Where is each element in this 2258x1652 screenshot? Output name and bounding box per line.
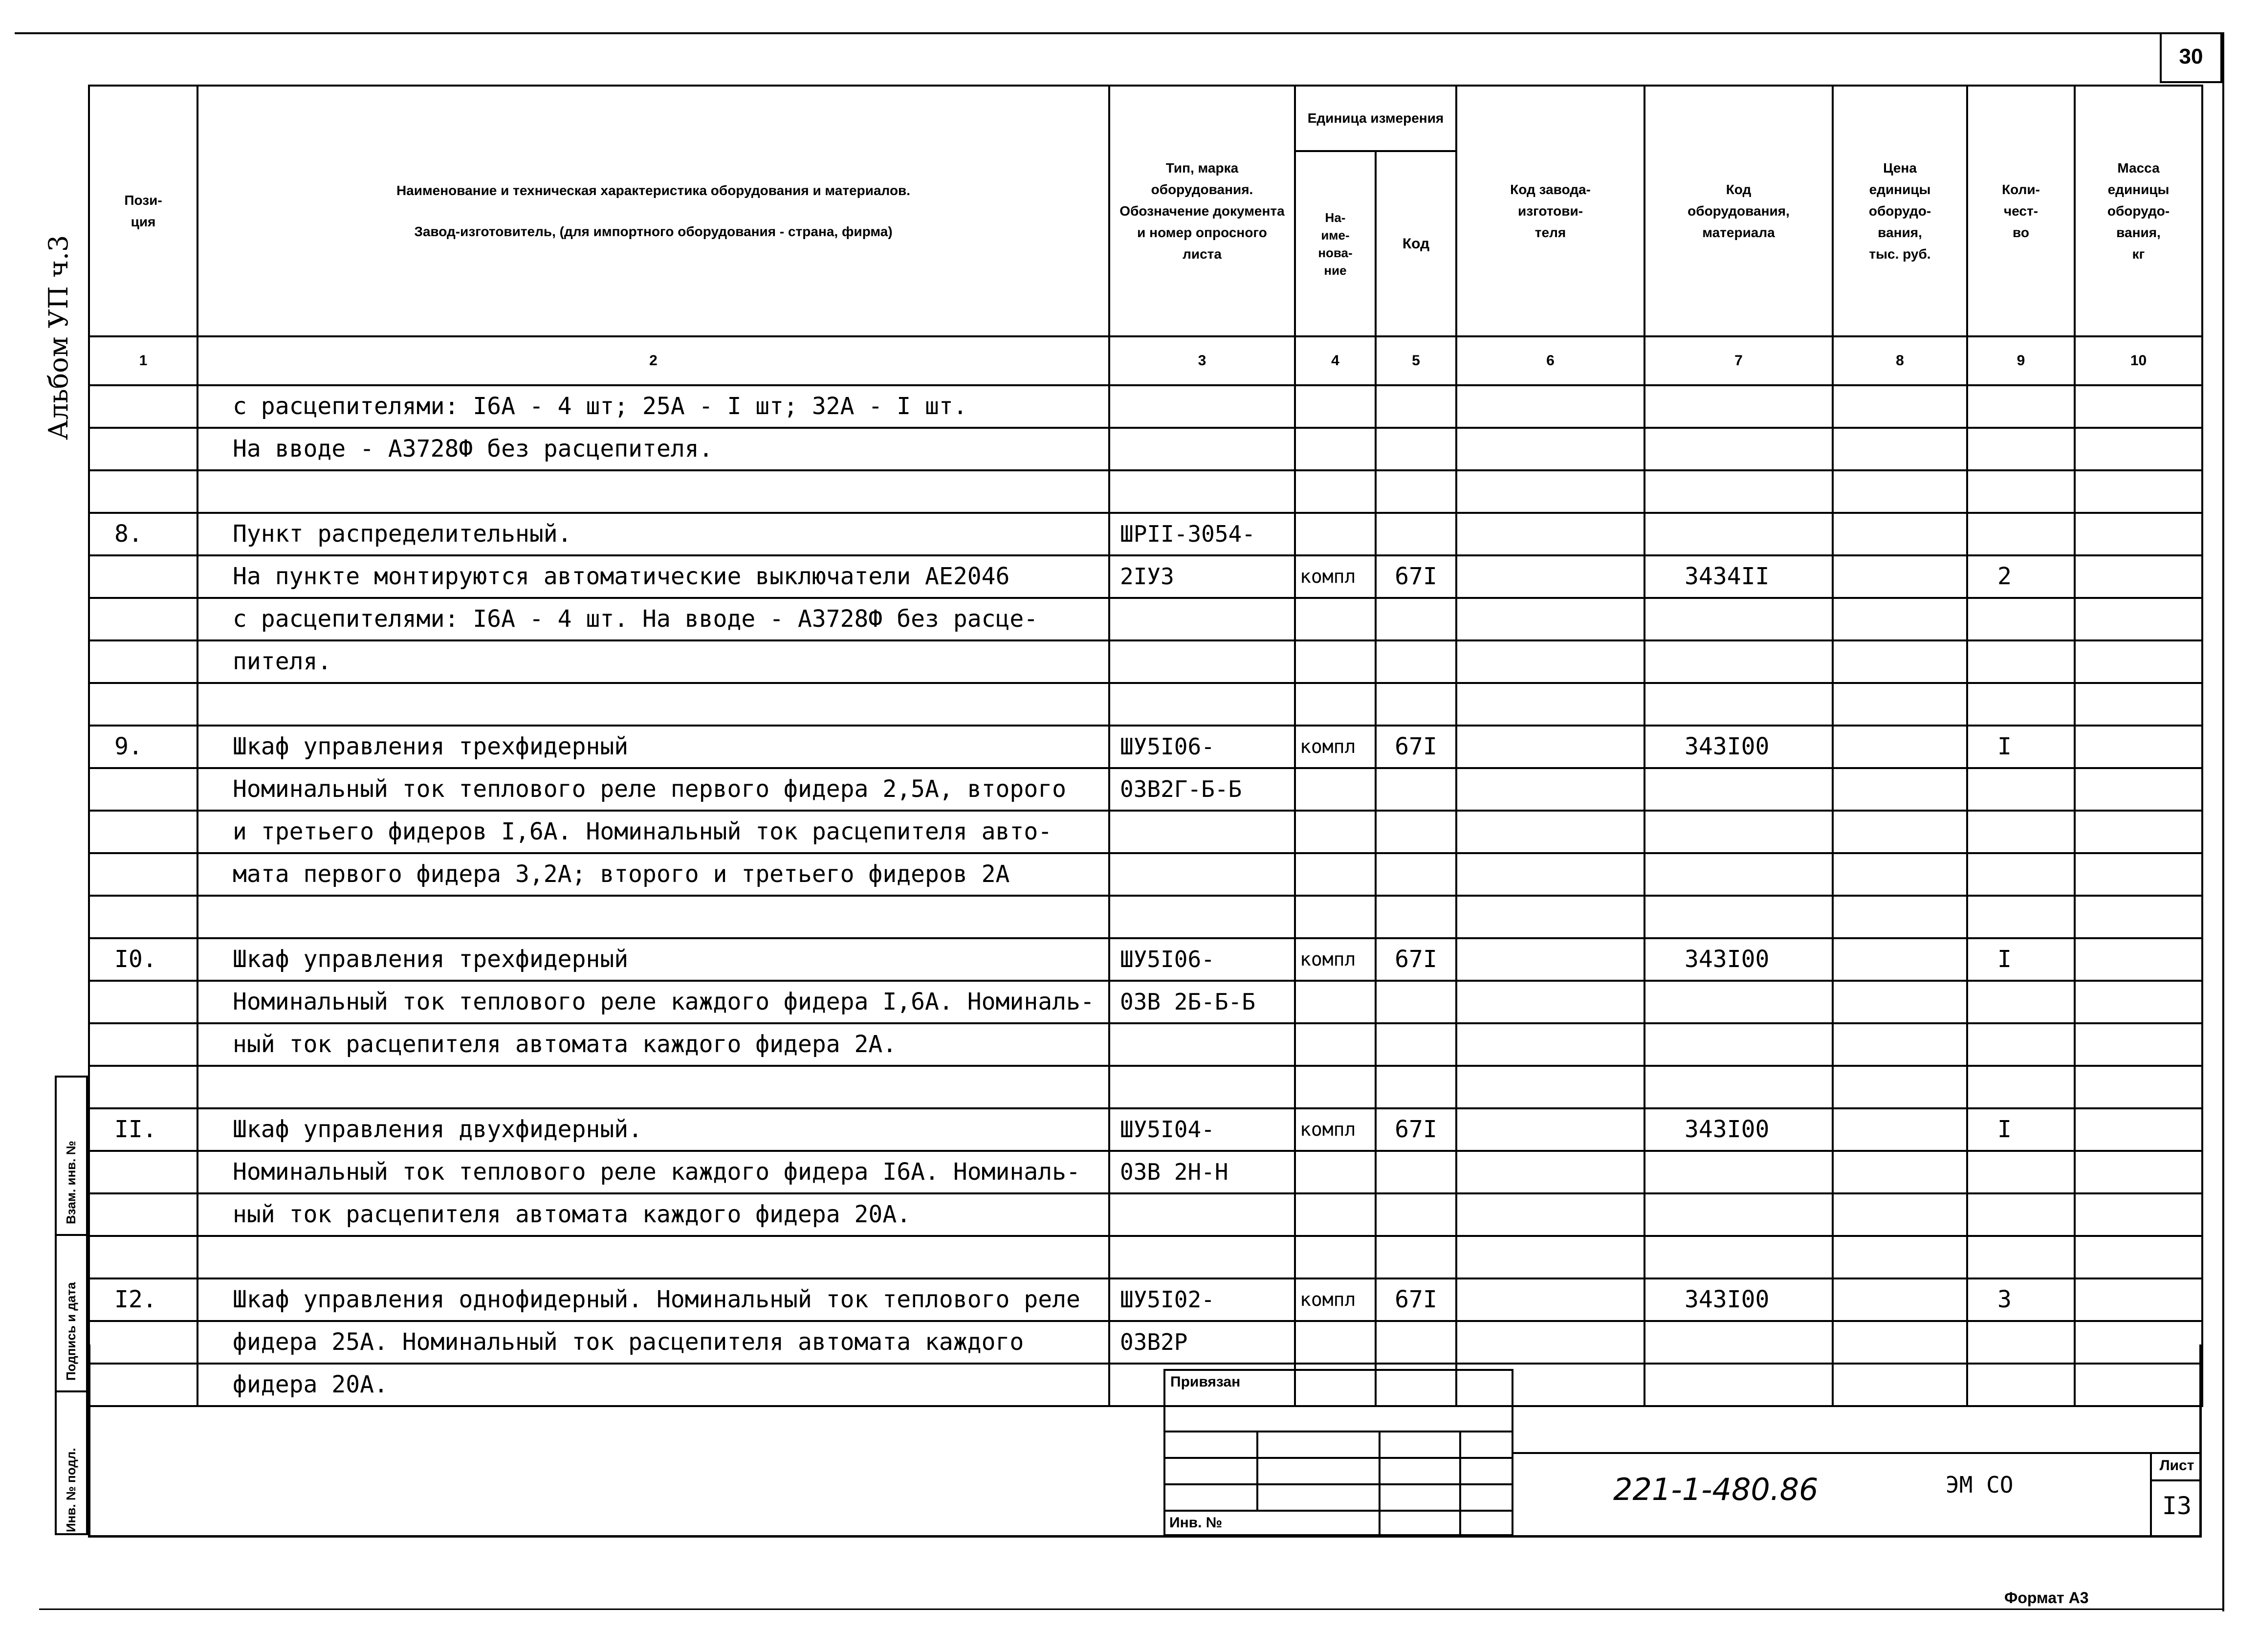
table-cell-col4 [1295,385,1376,428]
table-cell-col2: Номинальный ток теплового реле первого фидера 2,5А, второго [197,768,1109,811]
table-cell-col2: ный ток расцепителя автомата каждого фидера 20А. [197,1193,1109,1236]
table-row [89,1321,2202,1364]
table-cell-col4 [1295,640,1376,683]
table-cell-col1 [89,1364,197,1406]
table-cell-col8 [1833,1278,1967,1321]
table-row [89,1151,2202,1193]
table-cell-col1: 9. [89,726,197,768]
right-rule [2222,32,2224,1611]
column-number-row: 1 2 3 4 5 6 7 8 9 10 [89,336,2202,385]
table-row [89,726,2202,768]
table-cell-col4 [1295,598,1376,640]
table-row [89,513,2202,555]
table-cell-col7 [1644,385,1833,428]
table-cell-col5 [1376,428,1456,470]
table-row [89,598,2202,640]
table-cell-col2 [197,1066,1109,1108]
table-cell-col7 [1644,598,1833,640]
table-cell-col6 [1456,385,1644,428]
table-cell-col9 [1967,1321,2075,1364]
table-cell-col10 [2075,1108,2202,1151]
table-cell-col7 [1644,640,1833,683]
table-cell-col8 [1833,385,1967,428]
table-cell-col3: 03В2Р [1109,1321,1295,1364]
table-cell-col5: 67I [1376,555,1456,598]
table-cell-col10 [2075,896,2202,938]
stamp-label-podpis: Подпись и дата [64,1282,78,1381]
table-cell-col6 [1456,683,1644,726]
table-cell-col2: Шкаф управления трехфидерный [197,726,1109,768]
table-cell-col8 [1833,726,1967,768]
table-cell-col6 [1456,555,1644,598]
page-number: 30 [2179,44,2203,68]
table-cell-col1: I2. [89,1278,197,1321]
table-cell-col8 [1833,470,1967,513]
table-cell-col5 [1376,981,1456,1023]
table-cell-col4 [1295,811,1376,853]
table-cell-col1 [89,598,197,640]
album-label: Альбом УП ч.3 [43,235,74,440]
table-cell-col10 [2075,1236,2202,1278]
table-cell-col10 [2075,640,2202,683]
table-cell-col9: I [1967,938,2075,981]
table-cell-col9 [1967,640,2075,683]
table-row [89,555,2202,598]
table-cell-col10 [2075,1364,2202,1406]
table-cell-col3: ШУ5I04- [1109,1108,1295,1151]
table-cell-col7 [1644,768,1833,811]
table-cell-col7 [1644,853,1833,896]
table-cell-col2: На вводе - А3728Ф без расцепителя. [197,428,1109,470]
sheet-label: Лист [2152,1452,2202,1481]
table-cell-col7 [1644,981,1833,1023]
table-cell-col1 [89,853,197,896]
table-cell-col9 [1967,1193,2075,1236]
table-row [89,385,2202,428]
table-cell-col8 [1833,513,1967,555]
table-body [89,385,2202,1406]
table-cell-col1 [89,768,197,811]
table-cell-col9 [1967,428,2075,470]
table-cell-col3 [1109,385,1295,428]
table-cell-col4 [1295,1193,1376,1236]
table-row [89,1364,2202,1406]
table-cell-col2: Номинальный ток теплового реле каждого фидера I6А. Номиналь- [197,1151,1109,1193]
table-row [89,981,2202,1023]
table-cell-col3: ШРII-3054- [1109,513,1295,555]
table-cell-col8 [1833,811,1967,853]
table-cell-col9 [1967,1023,2075,1066]
table-cell-col5: 67I [1376,1108,1456,1151]
table-cell-col7 [1644,1151,1833,1193]
table-cell-col8 [1833,981,1967,1023]
bottom-frame [88,1535,2201,1538]
table-cell-col7 [1644,428,1833,470]
table-row [89,938,2202,981]
table-cell-col9 [1967,853,2075,896]
table-cell-col1 [89,428,197,470]
table-cell-col7 [1644,1193,1833,1236]
table-cell-col9 [1967,896,2075,938]
table-cell-col4 [1295,428,1376,470]
table-cell-col1 [89,1066,197,1108]
stamp-label-inv: Инв. № подл. [64,1448,78,1532]
header-quantity: Коли- чест- во [1967,86,2075,336]
table-cell-col7 [1644,1236,1833,1278]
table-cell-col4 [1295,853,1376,896]
table-row [89,470,2202,513]
table-cell-col3 [1109,640,1295,683]
table-row [89,683,2202,726]
table-cell-col9 [1967,768,2075,811]
table-cell-col4 [1295,896,1376,938]
table-row [89,896,2202,938]
table-cell-col6 [1456,896,1644,938]
table-cell-col3: ШУ5I02- [1109,1278,1295,1321]
table-cell-col2: фидера 25А. Номинальный ток расцепителя автомата каждого [197,1321,1109,1364]
table-cell-col3: 03В2Г-Б-Б [1109,768,1295,811]
table-cell-col10 [2075,683,2202,726]
table-cell-col5: 67I [1376,726,1456,768]
table-cell-col1 [89,1236,197,1278]
table-cell-col4 [1295,470,1376,513]
table-cell-col1 [89,1023,197,1066]
table-cell-col2: ный ток расцепителя автомата каждого фидера 2А. [197,1023,1109,1066]
table-cell-col2: фидера 20А. [197,1364,1109,1406]
table-cell-col6 [1456,640,1644,683]
table-cell-col4 [1295,513,1376,555]
table-cell-col10 [2075,555,2202,598]
document-code: 221-1-480.86 [1613,1472,1819,1507]
table-cell-col10 [2075,853,2202,896]
bottom-rule [39,1608,2224,1610]
table-cell-col8 [1833,1151,1967,1193]
table-cell-col10 [2075,1151,2202,1193]
table-cell-col8 [1833,428,1967,470]
table-cell-col10 [2075,811,2202,853]
table-cell-col5 [1376,853,1456,896]
table-cell-col8 [1833,1108,1967,1151]
table-cell-col5 [1376,683,1456,726]
table-cell-col10 [2075,1023,2202,1066]
table-row [89,428,2202,470]
table-cell-col6 [1456,513,1644,555]
table-cell-col8 [1833,938,1967,981]
table-cell-col6 [1456,1193,1644,1236]
table-cell-col6 [1456,1151,1644,1193]
table-row [89,1278,2202,1321]
table-cell-col4 [1295,1321,1376,1364]
table-cell-col8 [1833,598,1967,640]
table-cell-col4: компл [1295,555,1376,598]
table-cell-col1: I0. [89,938,197,981]
sheet-box [2150,1452,2202,1535]
table-cell-col6 [1456,768,1644,811]
table-cell-col6 [1456,1108,1644,1151]
table-cell-col1 [89,385,197,428]
table-cell-col2 [197,1236,1109,1278]
header-mass: Масса единицы оборудо- вания, кг [2075,86,2202,336]
table-cell-col4: компл [1295,938,1376,981]
table-cell-col5: 67I [1376,1278,1456,1321]
table-cell-col6 [1456,470,1644,513]
table-cell-col7 [1644,470,1833,513]
table-row [89,1066,2202,1108]
table-cell-col9: 3 [1967,1278,2075,1321]
table-cell-col5 [1376,768,1456,811]
table-cell-col3: ШУ5I06- [1109,938,1295,981]
table-cell-col9 [1967,470,2075,513]
table-cell-col3 [1109,853,1295,896]
table-cell-col7: 343I00 [1644,938,1833,981]
table-cell-col6 [1456,981,1644,1023]
table-cell-col2: с расцепителями: I6А - 4 шт. На вводе - А3728Ф без расце- [197,598,1109,640]
table-cell-col9 [1967,811,2075,853]
table-cell-col1 [89,1321,197,1364]
table-row [89,768,2202,811]
table-cell-col8 [1833,768,1967,811]
table-cell-col7: 343I00 [1644,1278,1833,1321]
table-cell-col6 [1456,811,1644,853]
table-cell-col9 [1967,513,2075,555]
table-cell-col6 [1456,428,1644,470]
table-cell-col9 [1967,598,2075,640]
table-cell-col6 [1456,598,1644,640]
table-cell-col9 [1967,683,2075,726]
table-cell-col8 [1833,1321,1967,1364]
table-row [89,1108,2202,1151]
table-cell-col1: 8. [89,513,197,555]
table-cell-col10 [2075,1066,2202,1108]
table-row [89,1023,2202,1066]
table-cell-col4 [1295,768,1376,811]
table-cell-col4 [1295,1236,1376,1278]
table-cell-col9 [1967,385,2075,428]
table-cell-col8 [1833,1364,1967,1406]
table-cell-col9: 2 [1967,555,2075,598]
table-cell-col1 [89,1151,197,1193]
table-cell-col3 [1109,1023,1295,1066]
table-cell-col5 [1376,598,1456,640]
specification-table [88,85,2203,1424]
table-cell-col9: I [1967,726,2075,768]
table-cell-col7: 3434II [1644,555,1833,598]
table-cell-col6 [1456,1066,1644,1108]
table-cell-col4 [1295,1066,1376,1108]
table-cell-col2 [197,683,1109,726]
table-cell-col4: компл [1295,1278,1376,1321]
table-cell-col4 [1295,683,1376,726]
table-cell-col5 [1376,1066,1456,1108]
binding-stamp [1163,1369,1513,1536]
table-cell-col8 [1833,1193,1967,1236]
table-cell-col8 [1833,1023,1967,1066]
table-cell-col5 [1376,1023,1456,1066]
table-cell-col7 [1644,1023,1833,1066]
table-cell-col2 [197,896,1109,938]
table-cell-col7 [1644,811,1833,853]
table-cell-col10 [2075,938,2202,981]
table-cell-col5 [1376,811,1456,853]
table-cell-col1 [89,555,197,598]
table-cell-col3 [1109,683,1295,726]
table-cell-col7 [1644,513,1833,555]
header-position: Пози- ция [89,86,197,336]
table-cell-col1 [89,811,197,853]
table-cell-col7 [1644,896,1833,938]
table-cell-col8 [1833,555,1967,598]
section-code: ЭМ СО [1946,1472,2014,1498]
table-cell-col8 [1833,853,1967,896]
header-unit: Единица измерения [1296,87,1455,151]
table-cell-col2: мата первого фидера 3,2А; второго и третьего фидеров 2А [197,853,1109,896]
table-cell-col4: компл [1295,1108,1376,1151]
header-type: Тип, марка оборудования. Обозначение документа и номер опросного листа [1109,86,1295,336]
table-cell-col1 [89,1193,197,1236]
table-cell-col5 [1376,896,1456,938]
table-cell-col2: с расцепителями: I6А - 4 шт; 25А - I шт; 32А - I шт. [197,385,1109,428]
table-cell-col5 [1376,1151,1456,1193]
table-cell-col6 [1456,726,1644,768]
header-unit-code: Код [1402,235,1430,252]
table-cell-col10 [2075,598,2202,640]
table-cell-col5 [1376,385,1456,428]
table-cell-col10 [2075,981,2202,1023]
table-cell-col4 [1295,1023,1376,1066]
table-cell-col2: Шкаф управления однофидерный. Номинальный ток теплового реле [197,1278,1109,1321]
table-row [89,853,2202,896]
table-cell-col2 [197,470,1109,513]
table-cell-col7 [1644,1066,1833,1108]
table-cell-col6 [1456,1321,1644,1364]
table-cell-col5 [1376,640,1456,683]
header-equipment-code: Код оборудования, материала [1644,86,1833,336]
table-cell-col1 [89,896,197,938]
table-cell-col3 [1109,811,1295,853]
table-cell-col1 [89,640,197,683]
table-cell-col8 [1833,683,1967,726]
table-cell-col8 [1833,1066,1967,1108]
format-label: Формат А3 [2004,1589,2089,1607]
table-cell-col5: 67I [1376,938,1456,981]
table-footer-spacer [89,1406,2202,1424]
table-cell-col10 [2075,768,2202,811]
table-cell-col10 [2075,470,2202,513]
table-cell-col10 [2075,385,2202,428]
table-cell-col9 [1967,1066,2075,1108]
table-cell-col1 [89,470,197,513]
table-cell-col5 [1376,470,1456,513]
table-cell-col1 [89,683,197,726]
table-cell-col4: компл [1295,726,1376,768]
table-cell-col8 [1833,1236,1967,1278]
table-cell-col7: 343I00 [1644,726,1833,768]
table-cell-col3: 03В 2Н-Н [1109,1151,1295,1193]
table-cell-col7 [1644,1321,1833,1364]
table-cell-col10 [2075,1278,2202,1321]
table-cell-col3 [1109,896,1295,938]
table-cell-col3 [1109,470,1295,513]
table-cell-col6 [1456,1236,1644,1278]
table-cell-col4 [1295,1151,1376,1193]
table-cell-col6 [1456,1278,1644,1321]
table-cell-col2: Шкаф управления двухфидерный. [197,1108,1109,1151]
table-row [89,811,2202,853]
table-cell-col2: Номинальный ток теплового реле каждого фидера I,6А. Номиналь- [197,981,1109,1023]
table-cell-col3 [1109,1066,1295,1108]
table-cell-col10 [2075,726,2202,768]
inv-no-label: Инв. № [1169,1515,1223,1531]
table-cell-col3: 2IУЗ [1109,555,1295,598]
header-row [89,86,2202,336]
privyazan-label: Привязан [1170,1374,1241,1390]
table-cell-col9 [1967,1151,2075,1193]
header-factory-code: Код завода- изготови- теля [1456,86,1644,336]
table-cell-col2: и третьего фидеров I,6А. Номинальный ток расцепителя авто- [197,811,1109,853]
table-cell-col3: 03В 2Б-Б-Б [1109,981,1295,1023]
table-row [89,640,2202,683]
table-cell-col3 [1109,428,1295,470]
header-price: Цена единицы оборудо- вания, тыс. руб. [1833,86,1967,336]
table-cell-col7: 343I00 [1644,1108,1833,1151]
table-cell-col10 [2075,1321,2202,1364]
table-cell-col3: ШУ5I06- [1109,726,1295,768]
table-cell-col6 [1456,1023,1644,1066]
table-cell-col10 [2075,428,2202,470]
table-cell-col9: I [1967,1108,2075,1151]
table-cell-col3 [1109,1193,1295,1236]
page-number-box [2160,32,2222,83]
table-cell-col10 [2075,1193,2202,1236]
header-name: Наименование и техническая характеристика оборудования и материалов. Завод-изготовитель, (для импортного оборудования - страна, фирма) [197,86,1109,336]
table-cell-col9 [1967,1236,2075,1278]
table-cell-col9 [1967,1364,2075,1406]
header-unit-group [1295,86,1456,336]
table-row [89,1193,2202,1236]
table-cell-col7 [1644,1364,1833,1406]
table-cell-col8 [1833,640,1967,683]
table-cell-col3 [1109,1236,1295,1278]
table-cell-col5 [1376,1193,1456,1236]
table-cell-col2: Пункт распределительный. [197,513,1109,555]
table-cell-col1 [89,981,197,1023]
stamp-label-vzam: Взам. инв. № [64,1141,78,1224]
table-cell-col6 [1456,938,1644,981]
table-cell-col2: пителя. [197,640,1109,683]
table-cell-col3 [1109,598,1295,640]
table-cell-col4 [1295,981,1376,1023]
table-cell-col1: II. [89,1108,197,1151]
table-cell-col5 [1376,1236,1456,1278]
left-stamp [55,1076,88,1535]
table-cell-col10 [2075,513,2202,555]
sheet-number: I3 [2162,1492,2192,1520]
table-row [89,1236,2202,1278]
table-cell-col2: Шкаф управления трехфидерный [197,938,1109,981]
top-rule [15,32,2224,34]
table-cell-col8 [1833,896,1967,938]
table-cell-col7 [1644,683,1833,726]
table-cell-col6 [1456,853,1644,896]
table-cell-col2: На пункте монтируются автоматические выключатели АЕ2046 [197,555,1109,598]
header-unit-name: На- име- нова- ние [1296,151,1376,335]
table-cell-col5 [1376,1321,1456,1364]
table-cell-col5 [1376,513,1456,555]
table-cell-col9 [1967,981,2075,1023]
